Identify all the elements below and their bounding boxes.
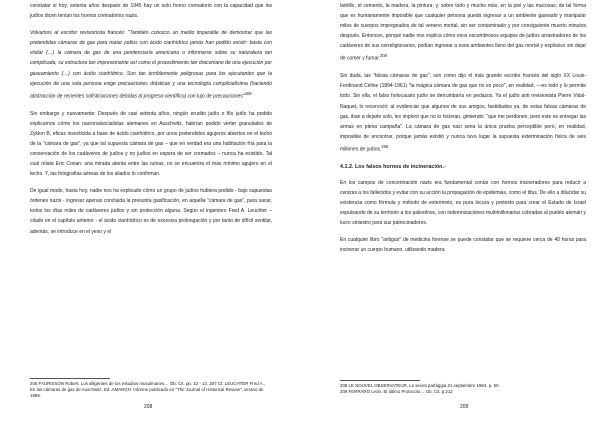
right-page bbox=[300, 0, 600, 424]
quote-paragraph bbox=[30, 28, 272, 101]
page-number: 209 bbox=[460, 404, 469, 410]
section-title: 4.1.2. Los falsos hornos de incineración.- bbox=[340, 163, 446, 170]
footnote-marker: 206 bbox=[244, 90, 252, 96]
footnote: 208 LE NOUVEL OBSERVATEUR, Le seceti parfaggia 21 septiembre 1984, p. 60. bbox=[340, 383, 500, 388]
footnote-marker: 209 bbox=[381, 143, 389, 149]
paragraph: De igual modo, hasta hoy, nadie nos ha explicado cómo un grupo de judíos hubiera podido - bajo supuestas órdenes nazis - ingresar apenas concluida la presunta gasificación, en aquella "cámara de gas", para sacar, todos los días miles de cadáveres judíos y sin protección alguna. Según el ingeniero Fred A. Leuchter – citado en el capítulo anterior - el ácido cianhídrico es de excesiva prolongación y por tanto de difícil ventilar, además, se introduce en el yeso y el bbox=[30, 188, 272, 235]
paragraph: En los campos de concentración nazis era fundamental contar con hornos incineradores para reducir a cenizas a los fallecidos y evitar con su acción la propagación de epidemias, como el tifus. De ello a dilucidar su existencia como fórmula y método de exterminio, es pura locura y pretexto para crear el Estado de Israel expulsando de su territorio a los palestinos, con indemnizaciones multimillonarias cobradas al pueblo alemán y lucro siniestro para sus patrocinadores. bbox=[340, 179, 586, 227]
footnote-marker: 208 bbox=[380, 53, 387, 59]
paragraph: constatar sí hoy, setenta años después de 1945 hay un solo horno crematorio con la capacidad que los judíos dicen tenían los hornos crematorios nazis. bbox=[30, 3, 272, 20]
paragraph-text: Sin duda, las "falsas cámaras de gas", son como dijo el más grande escritor francés del siglo XX Louis-Ferdinand Céline (1894-1961) "la mágica cámara de gas que no es poco", en realidad, —es todo y lo permite todo. Sin ella, el falso holocausto judío se derrumbaría en pedazos. Ya el judío anti revisionista Pierre Vidal-Naquet, lo reconoció: al evidenciar que algunos de sus amigos, fastidiados ya, de estas falsas cámaras de gas, iban a dejarle solo, les imploró que no lo hicieran, gimiendo: "que me perdonen, pero este es entregar las armas en plena campaña". La cámara de gas nazi seria la única prueba perceptible pero, en realidad, imposible de encontrar, porque jamás existió y nunca tuvo lugar la supuesta exterminación física de seis millones de judíos. bbox=[340, 73, 586, 153]
footnotes bbox=[30, 381, 270, 400]
footnote-divider bbox=[340, 380, 420, 381]
paragraph bbox=[340, 1, 586, 64]
paragraph-text: ladrillo, el cemento, la madera, la pintura; y, sobre todo y mucho más, en la piel y las mucosas; de tal forma que es humanamente imposible que cualquier persona pueda ingresar a un ambiente gaseado y manipular miles de cuerpos impregnados de tal veneno mortal, sin ser contaminado y por consiguiente muerto minutos después. Entonces, porqué nadie nos explica cómo esos escombrosos equipos de judíos arrastradores de los cadáveres de sus correligionarios, podían ingresar a esos ambientes lleno del gas mortal y explosivo sin dejar de comer y fumar. bbox=[340, 3, 586, 63]
paragraph bbox=[340, 71, 586, 154]
left-page-body bbox=[30, 1, 272, 244]
right-page-body bbox=[340, 1, 586, 262]
footnote-divider bbox=[30, 378, 110, 379]
footnote: 209 FERRARO León. El último Protocolo… Ob. Cit. p.212 bbox=[340, 389, 453, 395]
quote-text: Volvamos al escritor revisionista francés: "También conozco un medio imparable de demostrar que las pretendidas cámaras de gas para matar judíos con ácido cianhídrico jamás han podido existir: basta con visitar (…) la cámara de gas de una penitenciaría americana o informarse sobre su naturaleza tan complicada, su estructura tan impresionante así como el procedimiento tan draconiano de una ejecución por gaseamiento (…) con ácido cianhídrico. Son tan terriblemente peligrosas para los ejecutantes que la ejecución de una sola persona exige precauciones drásticas y una tecnología complicadísima (haciendo abstracción de recientes sofisticaciones debidas al progreso científico) con lujo de precauciones" bbox=[30, 30, 272, 100]
paragraph: Sin embargo y nuevamente: Después de casi setenta años, ningún erudito judío o filo judío ha podido explicarnos cómo los nacionalsocialistas alemanes en Auschwitz, habrían podido verter granulados de Zyklon B, eficaz insecticida a base de ácido cianhídrico, por unos pretendidos agujeros abiertos en el techo de la "cámara de gas", ya que tal supuesta cámara de gas – que en verdad era una habitación fría para la conservación de los cadáveres de judíos y no judíos en espera de ser cremados – nunca ha existido. Tal cual relata Eric Conan: una mirada atenta entre las ruinas, no se encuentra el más mínimo agujero en el techo. Y, las fotografías aéreas de los aliados lo confirman. bbox=[30, 110, 272, 178]
footnote: 206 FAURISSON Robert. Los alligentes de los estudios musulmanes… Ob. Cit. pp. 12 - 13. 207 Cf. LEUCHTER Fred A., En las cámaras de gas de Auschwitz, Ed. AMARGH. Informe publicado en "The Journal of Historical Review", verano de 1989. bbox=[30, 381, 266, 399]
paragraph: En cualquier libro "antiguo" de medicina forense se puede constatar que se requiere cerca de 40 horas para incinerar un cuerpo humano, utilizando madera bbox=[340, 237, 586, 254]
footnotes bbox=[340, 383, 586, 395]
page-number: 208 bbox=[144, 404, 153, 410]
